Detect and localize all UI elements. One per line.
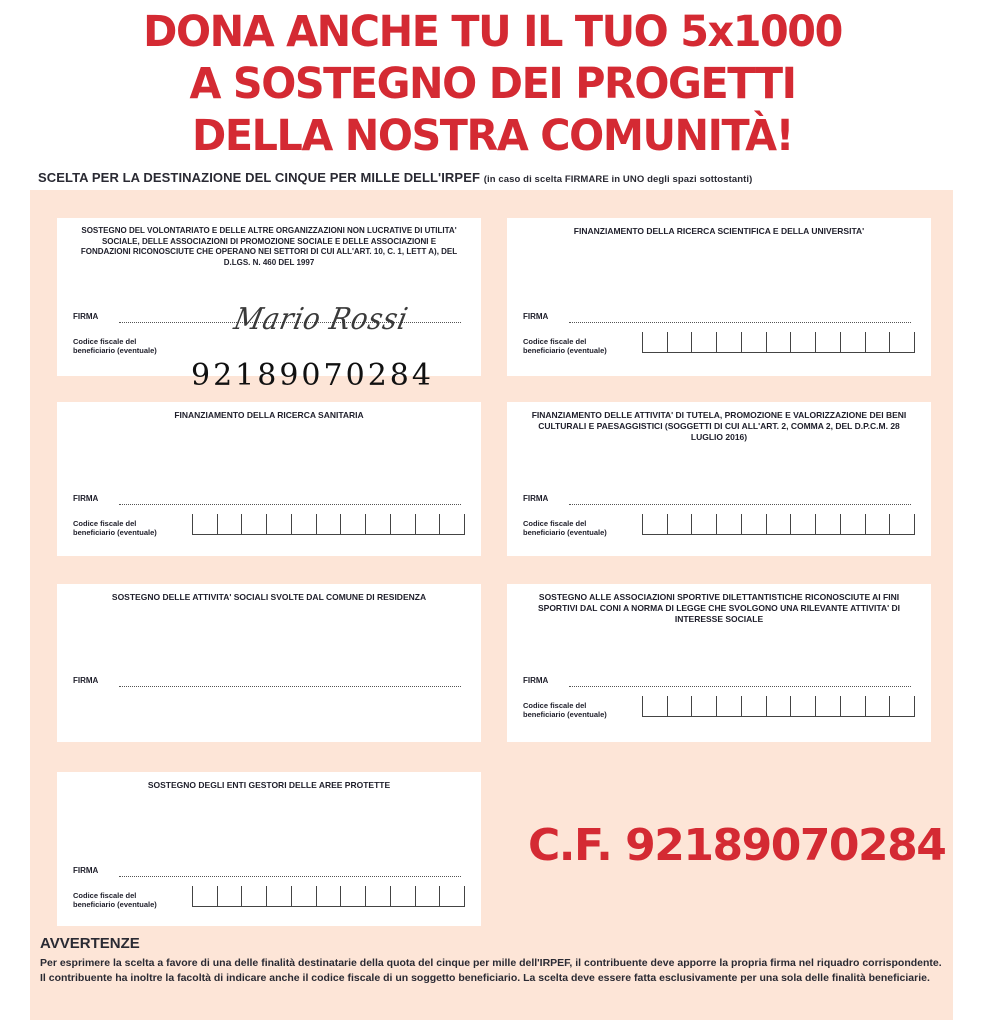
box-volontariato	[57, 218, 481, 393]
cf-label-line-1: Codice fiscale del	[523, 519, 587, 528]
firma-label: FIRMA	[523, 494, 549, 503]
cf-label-line-2: beneficiario (eventuale)	[523, 527, 607, 537]
cf-label-line-2: beneficiario (eventuale)	[73, 899, 157, 909]
firma-label: FIRMA	[73, 676, 99, 685]
headline	[0, 6, 985, 162]
signature: Mario Rossi	[230, 302, 412, 337]
box-ricerca-sanitaria	[57, 402, 481, 556]
box-title: SOSTEGNO DEGLI ENTI GESTORI DELLE AREE PROTETTE	[147, 780, 391, 790]
firma-label: FIRMA	[523, 676, 549, 685]
box-title: FINANZIAMENTO DELLA RICERCA SANITARIA	[174, 410, 364, 420]
box-title: SOSTEGNO DEL VOLONTARIATO E DELLE ALTRE ORGANIZZAZIONI NON LUCRATIVE DI UTILITA' SOCIALE, DELLE ASSOCIAZIONI DI PROMOZIONE SOCIALE E DELLE ASSOCIAZIONI E FONDAZIONI RICONOSCIUTE CHE OPERANO NEI SETTORI DI CUI ALL'ART. 10, C. 1, LETT A), DEL D.LGS. N. 460 DEL 1997	[80, 226, 458, 267]
cf-input-boxes[interactable]	[192, 514, 465, 535]
headline-line-3: DELLA NOSTRA COMUNITÀ!	[192, 111, 793, 161]
cf-label-line-1: Codice fiscale del	[73, 891, 137, 900]
cf-input-boxes[interactable]	[642, 332, 915, 353]
form-panel	[30, 190, 953, 1020]
box-aree-protette	[57, 772, 481, 926]
box-title: FINANZIAMENTO DELLA RICERCA SCIENTIFICA E DELLA UNIVERSITA'	[573, 226, 865, 236]
box-comune	[57, 584, 481, 742]
firma-line[interactable]	[119, 504, 461, 505]
firma-label: FIRMA	[73, 312, 99, 321]
cf-label-line-1: Codice fiscale del	[73, 519, 137, 528]
box-ricerca-scientifica	[507, 218, 931, 376]
cf-label	[73, 892, 188, 909]
cf-label-line-2: beneficiario (eventuale)	[73, 527, 157, 537]
box-title: SOSTEGNO ALLE ASSOCIAZIONI SPORTIVE DILETTANTISTICHE RICONOSCIUTE AI FINI SPORTIVI DAL CONI A NORMA DI LEGGE CHE SVOLGONO UNA RILEVANTE ATTIVITA' DI INTERESSE SOCIALE	[537, 592, 901, 624]
cf-label-line-2: beneficiario (eventuale)	[523, 345, 607, 355]
avvertenze-title: AVVERTENZE	[40, 935, 140, 952]
firma-line[interactable]	[119, 876, 461, 877]
firma-line[interactable]	[569, 504, 911, 505]
firma-label: FIRMA	[523, 312, 549, 321]
cf-highlight: C.F. 92189070284	[528, 820, 946, 871]
cf-label	[523, 702, 638, 719]
firma-line[interactable]	[569, 322, 911, 323]
cf-label-line-1: Codice fiscale del	[73, 337, 137, 346]
cf-label-line-1: Codice fiscale del	[523, 701, 587, 710]
cf-label	[73, 520, 188, 537]
firma-label: FIRMA	[73, 866, 99, 875]
cf-label	[523, 520, 638, 537]
avvertenze-text: Per esprimere la scelta a favore di una delle finalità destinatarie della quota del cinque per mille dell'IRPEF, il contribuente deve apporre la propria firma nel riquadro corrispondente. Il contribuente ha inoltre la facoltà di indicare anche il codice fiscale di un soggetto beneficiario. La scelta deve essere fatta esclusivamente per una sola delle finalità beneficiarie.	[40, 957, 942, 984]
cf-input-boxes[interactable]	[642, 696, 915, 717]
cf-label	[73, 338, 188, 355]
box-title: FINANZIAMENTO DELLE ATTIVITA' DI TUTELA, PROMOZIONE E VALORIZZAZIONE DEI BENI CULTURALI E PAESAGGISTICI (SOGGETTI DI CUI ALL'ART. 2, COMMA 2, DEL D.P.C.M. 28 LUGLIO 2016)	[531, 410, 907, 442]
cf-label-line-2: beneficiario (eventuale)	[73, 345, 157, 355]
firma-line[interactable]	[119, 686, 461, 687]
cf-label-line-2: beneficiario (eventuale)	[523, 709, 607, 719]
headline-line-2: A SOSTEGNO DEI PROGETTI	[189, 59, 796, 109]
form-title-text: SCELTA PER LA DESTINAZIONE DEL CINQUE PER MILLE DELL'IRPEF	[38, 170, 481, 185]
form-title	[38, 170, 752, 185]
box-associazioni-sportive	[507, 584, 931, 742]
box-beni-culturali	[507, 402, 931, 556]
written-cf: 92189070284	[191, 358, 434, 393]
box-title: SOSTEGNO DELLE ATTIVITA' SOCIALI SVOLTE DAL COMUNE DI RESIDENZA	[111, 592, 427, 602]
cf-label	[523, 338, 638, 355]
firma-line[interactable]	[569, 686, 911, 687]
cf-input-boxes[interactable]	[642, 514, 915, 535]
form-title-note: (in caso di scelta FIRMARE in UNO degli spazi sottostanti)	[483, 174, 753, 185]
cf-label-line-1: Codice fiscale del	[523, 337, 587, 346]
firma-label: FIRMA	[73, 494, 99, 503]
headline-line-1: DONA ANCHE TU IL TUO 5x1000	[143, 7, 842, 57]
cf-input-boxes[interactable]	[192, 886, 465, 907]
